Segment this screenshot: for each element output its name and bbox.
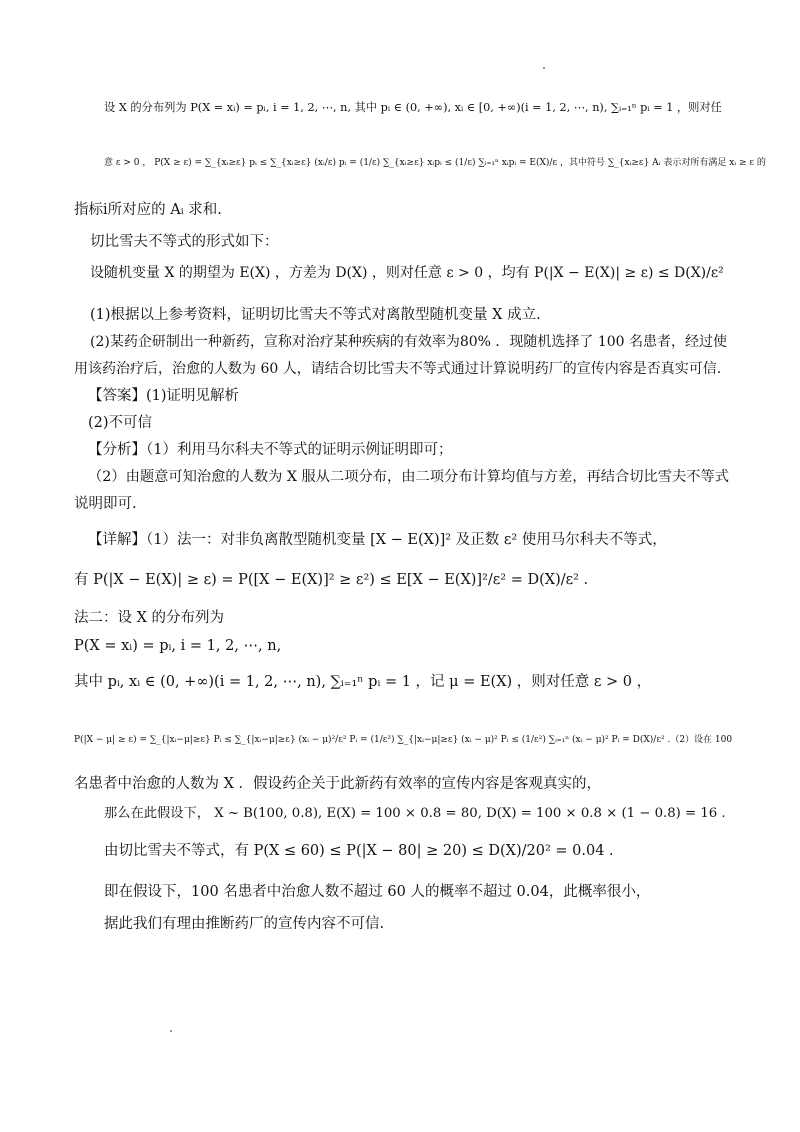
text-line: 由切比雪夫不等式，有 P(X ≤ 60) ≤ P(|X − 80| ≥ 20) ≤ D(X)/20² = 0.04 .: [104, 843, 614, 859]
text-line: 那么在此假设下， X ~ B(100, 0.8), E(X) = 100 × 0.8 = 80, D(X) = 100 × 0.8 × (1 − 0.8) = 16 .: [104, 806, 726, 821]
answer-heading: 【答案】(1)证明见解析: [88, 388, 240, 404]
text-line: 设 X 的分布列为 P(X = xᵢ) = pᵢ, i = 1, 2, ⋯, n, 其中 pᵢ ∈ (0, +∞), xᵢ ∈ [0, +∞)(i = 1, 2, ⋯, n), ∑ᵢ₌₁ⁿ pᵢ = 1 ，则对任: [104, 101, 722, 114]
analysis-heading: 【分析】（1）利用马尔科夫不等式的证明示例证明即可；: [88, 442, 453, 458]
text-line: (1)根据以上参考资料，证明切比雪夫不等式对离散型随机变量 X 成立.: [90, 307, 541, 323]
text-line: （2）由题意可知治愈的人数为 X 服从二项分布，由二项分布计算均值与方差，再结合切比雪夫不等式: [88, 469, 730, 485]
scan-dot: [170, 1030, 172, 1032]
text-line: 指标i所对应的 Aᵢ 求和.: [74, 202, 222, 218]
text-line: 有 P(|X − E(X)| ≥ ε) = P([X − E(X)]² ≥ ε²) ≤ E[X − E(X)]²/ε² = D(X)/ε² .: [74, 572, 589, 588]
text-line: 名患者中治愈的人数为 X ．假设药企关于此新药有效率的宣传内容是客观真实的，: [74, 776, 602, 792]
text-line: 设随机变量 X 的期望为 E(X) ，方差为 D(X) ，则对任意 ε > 0 ，均有 P(|X − E(X)| ≥ ε) ≤ D(X)/ε²: [90, 265, 724, 281]
text-line: 切比雪夫不等式的形式如下：: [90, 234, 279, 250]
text-line: P(X = xᵢ) = pᵢ, i = 1, 2, ⋯, n,: [74, 638, 282, 654]
text-line: 意 ε > 0 ， P(X ≥ ε) = ∑_{xᵢ≥ε} pᵢ ≤ ∑_{xᵢ≥ε} (xᵢ/ε) pᵢ = (1/ε) ∑_{xᵢ≥ε} xᵢpᵢ ≤ (1/ε) ∑ᵢ₌₁ⁿ xᵢpᵢ = E(X)/ε ，其中符号 ∑_{xᵢ≥ε} Aᵢ 表示对所有满足 xᵢ ≥ ε 的: [104, 158, 766, 168]
text-line: 即在假设下，100 名患者中治愈人数不超过 60 人的概率不超过 0.04，此概率很小，: [104, 884, 651, 900]
text-line: P(|X − μ| ≥ ε) = ∑_{|xᵢ−μ|≥ε} Pᵢ ≤ ∑_{|xᵢ−μ|≥ε} (xᵢ − μ)²/ε² Pᵢ = (1/ε²) ∑_{|xᵢ−μ|≥ε} (xᵢ − μ)² Pᵢ ≤ (1/ε²) ∑ᵢ₌₁ⁿ (xᵢ − μ)² Pᵢ = D(X)/ε² .（2）设在 100: [74, 735, 733, 745]
text-line: 说明即可.: [74, 496, 137, 512]
scan-dot: [543, 67, 545, 69]
text-line: (2)不可信: [88, 415, 153, 431]
text-line: 法二：设 X 的分布列为: [74, 610, 225, 626]
detail-heading: 【详解】（1）法一：对非负离散型随机变量 [X − E(X)]² 及正数 ε² 使用马尔科夫不等式，: [88, 532, 667, 548]
text-line: 用该药治疗后，治愈的人数为 60 人，请结合切比雪夫不等式通过计算说明药厂的宣传内容是否真实可信.: [74, 361, 722, 377]
text-line: (2)某药企研制出一种新药，宣称对治疗某种疾病的有效率为80% ．现随机选择了 100 名患者，经过使: [90, 334, 728, 350]
text-line: 其中 pᵢ, xᵢ ∈ (0, +∞)(i = 1, 2, ⋯, n), ∑ᵢ₌₁ⁿ pᵢ = 1 ，记 μ = E(X) ，则对任意 ε > 0 ，: [74, 674, 652, 690]
text-line: 据此我们有理由推断药厂的宣传内容不可信.: [104, 916, 385, 932]
